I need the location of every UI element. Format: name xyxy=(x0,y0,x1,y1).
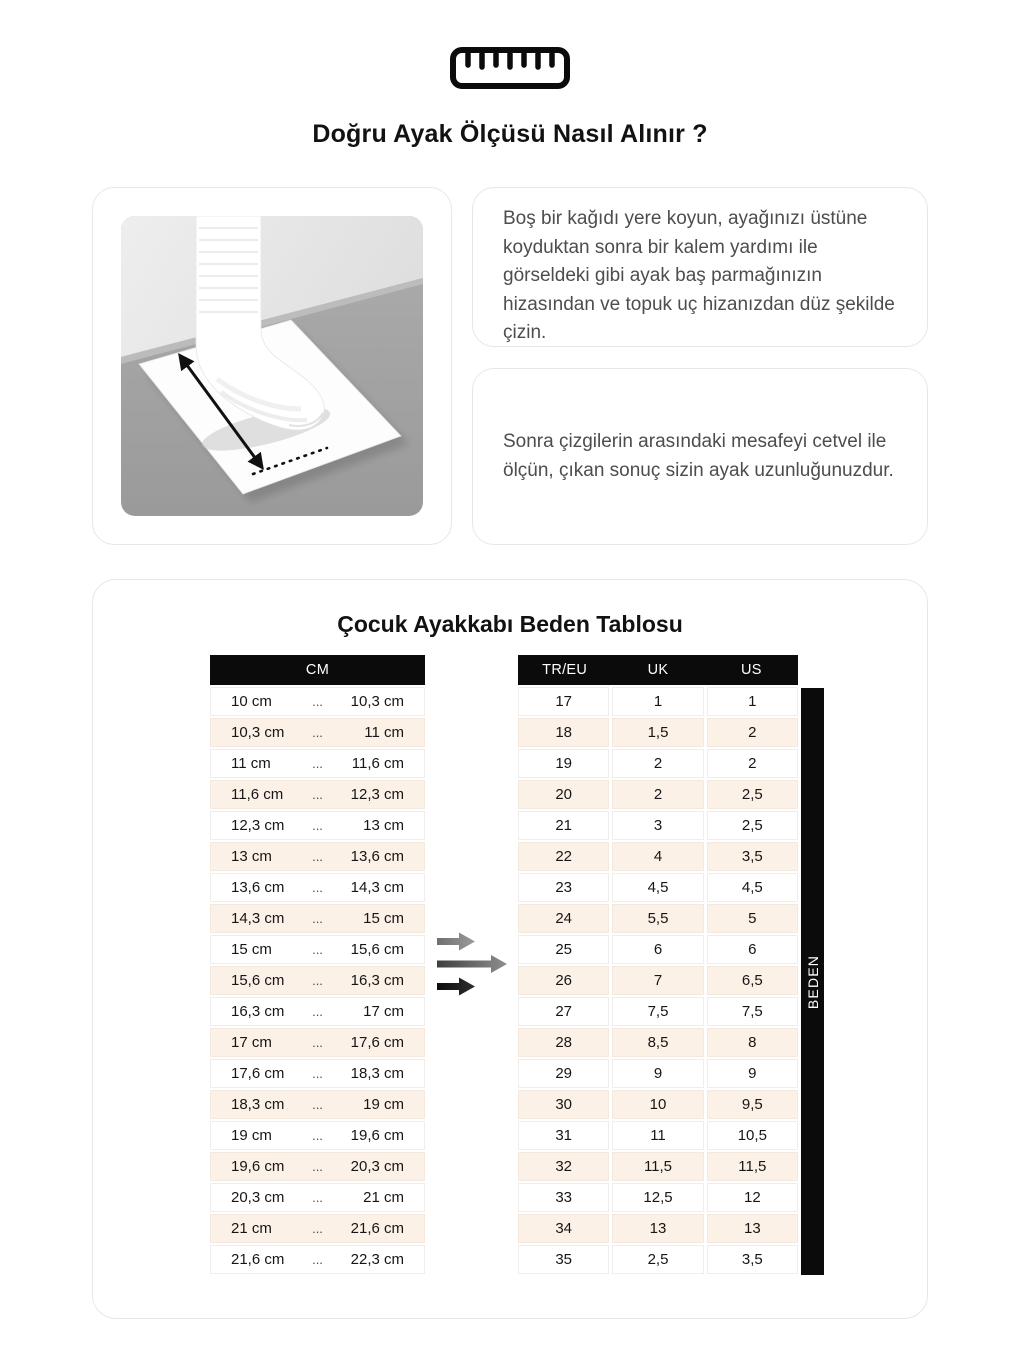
cm-range-dots: ... xyxy=(312,725,323,740)
cm-range-min: 16,3 cm xyxy=(231,1003,285,1020)
size-cell-us: 3,5 xyxy=(707,1245,798,1274)
cm-range-max: 17,6 cm xyxy=(350,1034,404,1051)
size-cell-uk: 6 xyxy=(612,935,703,964)
cm-range-min: 11 cm xyxy=(231,755,271,772)
instruction-step-1-text: Boş bir kağıdı yere koyun, ayağınızı üstüne koyduktan sonra bir kalem yardımı ile görseldeki gibi ayak baş parmağınızın hizasından ve topuk uç hizanızdan düz şekilde çizin. xyxy=(503,208,895,343)
instruction-step-1-card xyxy=(472,187,928,347)
size-cell-uk: 8,5 xyxy=(612,1028,703,1057)
cm-table-row xyxy=(210,687,425,716)
size-cell-uk: 2,5 xyxy=(612,1245,703,1274)
cm-range-dots: ... xyxy=(312,1221,323,1236)
size-cell-uk: 1 xyxy=(612,687,703,716)
cm-range-min: 21,6 cm xyxy=(231,1251,285,1268)
size-table-row xyxy=(518,966,798,995)
size-table-row xyxy=(518,1214,798,1243)
size-cell-tr-eu: 25 xyxy=(518,935,609,964)
page-title: Doğru Ayak Ölçüsü Nasıl Alınır ? xyxy=(312,120,708,148)
cm-range-dots: ... xyxy=(312,1035,323,1050)
cm-table-row xyxy=(210,935,425,964)
cm-range-max: 22,3 cm xyxy=(350,1251,404,1268)
cm-range-max: 16,3 cm xyxy=(350,972,404,989)
cm-range-max: 13,6 cm xyxy=(350,848,404,865)
size-cell-tr-eu: 31 xyxy=(518,1121,609,1150)
cm-table-row xyxy=(210,1121,425,1150)
size-cell-tr-eu: 17 xyxy=(518,687,609,716)
size-table-row xyxy=(518,811,798,840)
size-cell-tr-eu: 19 xyxy=(518,749,609,778)
cm-range-max: 11 cm xyxy=(364,724,404,741)
cm-range-min: 19,6 cm xyxy=(231,1158,285,1175)
size-cell-tr-eu: 28 xyxy=(518,1028,609,1057)
size-cell-us: 11,5 xyxy=(707,1152,798,1181)
instruction-cards xyxy=(472,187,928,545)
instruction-step-2-card xyxy=(472,368,928,545)
header-uk: UK xyxy=(647,662,669,678)
cm-range-min: 21 cm xyxy=(231,1220,272,1237)
size-cell-tr-eu: 33 xyxy=(518,1183,609,1212)
size-cell-uk: 11 xyxy=(612,1121,703,1150)
cm-table-row xyxy=(210,966,425,995)
cm-range-dots: ... xyxy=(312,1159,323,1174)
cm-range-min: 13,6 cm xyxy=(231,879,285,896)
cm-range-min: 14,3 cm xyxy=(231,910,285,927)
size-cell-uk: 7,5 xyxy=(612,997,703,1026)
cm-table-row xyxy=(210,780,425,809)
size-conversion-table xyxy=(518,655,798,1274)
cm-table-row xyxy=(210,1245,425,1274)
size-table-row xyxy=(518,904,798,933)
size-cell-uk: 11,5 xyxy=(612,1152,703,1181)
size-table-row xyxy=(518,842,798,871)
cm-range-dots: ... xyxy=(312,1252,323,1267)
cm-range-dots: ... xyxy=(312,1190,323,1205)
ruler-icon xyxy=(0,46,1020,90)
cm-range-dots: ... xyxy=(312,1097,323,1112)
cm-range-max: 15,6 cm xyxy=(350,941,404,958)
cm-range-min: 19 cm xyxy=(231,1127,272,1144)
cm-table-row xyxy=(210,811,425,840)
size-table-row xyxy=(518,935,798,964)
size-cell-us: 4,5 xyxy=(707,873,798,902)
cm-range-dots: ... xyxy=(312,694,323,709)
size-cell-uk: 3 xyxy=(612,811,703,840)
header-us: US xyxy=(740,662,762,678)
cm-table-body xyxy=(210,687,425,1274)
size-table-row xyxy=(518,873,798,902)
size-cell-tr-eu: 22 xyxy=(518,842,609,871)
cm-table-row xyxy=(210,718,425,747)
cm-range-max: 12,3 cm xyxy=(350,786,404,803)
measurement-instructions-section xyxy=(92,187,928,545)
cm-range-max: 19 cm xyxy=(363,1096,404,1113)
size-cell-uk: 2 xyxy=(612,780,703,809)
foot-on-paper-illustration xyxy=(121,216,423,516)
size-cell-uk: 10 xyxy=(612,1090,703,1119)
cm-table-row xyxy=(210,873,425,902)
size-cell-tr-eu: 20 xyxy=(518,780,609,809)
size-table-row xyxy=(518,718,798,747)
size-cell-uk: 5,5 xyxy=(612,904,703,933)
size-cell-us: 6 xyxy=(707,935,798,964)
cm-range-dots: ... xyxy=(312,756,323,771)
cm-table-header: CM xyxy=(210,655,425,685)
size-cell-us: 12 xyxy=(707,1183,798,1212)
cm-table-row xyxy=(210,1214,425,1243)
size-cell-us: 2 xyxy=(707,718,798,747)
size-table-row xyxy=(518,780,798,809)
size-cell-tr-eu: 35 xyxy=(518,1245,609,1274)
cm-range-dots: ... xyxy=(312,973,323,988)
size-cell-us: 6,5 xyxy=(707,966,798,995)
page-header xyxy=(0,0,1020,149)
size-cell-tr-eu: 23 xyxy=(518,873,609,902)
cm-range-max: 18,3 cm xyxy=(350,1065,404,1082)
cm-range-min: 15 cm xyxy=(231,941,272,958)
cm-range-min: 12,3 cm xyxy=(231,817,285,834)
cm-table-row xyxy=(210,1183,425,1212)
cm-table-row xyxy=(210,842,425,871)
size-table-row xyxy=(518,1183,798,1212)
cm-table-row xyxy=(210,1059,425,1088)
cm-range-max: 19,6 cm xyxy=(350,1127,404,1144)
size-cell-us: 7,5 xyxy=(707,997,798,1026)
size-table-section xyxy=(92,579,928,1319)
cm-table-row xyxy=(210,997,425,1026)
size-table-header xyxy=(518,655,798,685)
size-cell-tr-eu: 26 xyxy=(518,966,609,995)
header-tr-eu: TR/EU xyxy=(542,662,588,678)
cm-range-max: 20,3 cm xyxy=(350,1158,404,1175)
cm-range-min: 13 cm xyxy=(231,848,272,865)
size-cell-us: 2,5 xyxy=(707,780,798,809)
cm-range-max: 11,6 cm xyxy=(351,755,404,772)
cm-range-max: 15 cm xyxy=(363,910,404,927)
size-cell-tr-eu: 24 xyxy=(518,904,609,933)
cm-range-dots: ... xyxy=(312,849,323,864)
size-table-row xyxy=(518,1121,798,1150)
size-cell-us: 8 xyxy=(707,1028,798,1057)
cm-range-max: 13 cm xyxy=(363,817,404,834)
size-table-row xyxy=(518,1152,798,1181)
size-table-row xyxy=(518,1028,798,1057)
size-cell-tr-eu: 30 xyxy=(518,1090,609,1119)
size-cell-us: 2,5 xyxy=(707,811,798,840)
size-cell-us: 5 xyxy=(707,904,798,933)
size-tables-row xyxy=(93,655,927,1275)
size-cell-uk: 9 xyxy=(612,1059,703,1088)
cm-range-min: 10,3 cm xyxy=(231,724,285,741)
size-cell-us: 2 xyxy=(707,749,798,778)
size-cell-tr-eu: 34 xyxy=(518,1214,609,1243)
cm-range-min: 10 cm xyxy=(231,693,272,710)
size-cell-tr-eu: 29 xyxy=(518,1059,609,1088)
cm-range-dots: ... xyxy=(312,880,323,895)
size-cell-tr-eu: 27 xyxy=(518,997,609,1026)
size-cell-us: 9 xyxy=(707,1059,798,1088)
cm-range-dots: ... xyxy=(312,1004,323,1019)
cm-table-row xyxy=(210,1090,425,1119)
beden-side-bar xyxy=(801,688,824,1275)
size-table-body xyxy=(518,687,798,1274)
size-cell-uk: 1,5 xyxy=(612,718,703,747)
cm-range-dots: ... xyxy=(312,1128,323,1143)
beden-label: BEDEN xyxy=(804,954,821,1009)
size-table-row xyxy=(518,1059,798,1088)
cm-range-min: 18,3 cm xyxy=(231,1096,285,1113)
size-cell-us: 1 xyxy=(707,687,798,716)
cm-range-table xyxy=(210,655,425,1274)
cm-range-min: 11,6 cm xyxy=(231,786,284,803)
cm-table-row xyxy=(210,1152,425,1181)
cm-range-max: 17 cm xyxy=(363,1003,404,1020)
size-table-row xyxy=(518,687,798,716)
cm-range-max: 21,6 cm xyxy=(350,1220,404,1237)
size-cell-us: 10,5 xyxy=(707,1121,798,1150)
size-cell-tr-eu: 32 xyxy=(518,1152,609,1181)
cm-range-dots: ... xyxy=(312,1066,323,1081)
instruction-step-2-text: Sonra çizgilerin arasındaki mesafeyi cetvel ile ölçün, çıkan sonuç sizin ayak uzunluğunuzdur. xyxy=(503,431,894,481)
cm-range-max: 14,3 cm xyxy=(350,879,404,896)
size-cell-us: 9,5 xyxy=(707,1090,798,1119)
size-cell-uk: 13 xyxy=(612,1214,703,1243)
cm-range-max: 21 cm xyxy=(363,1189,404,1206)
cm-range-max: 10,3 cm xyxy=(350,693,404,710)
cm-range-dots: ... xyxy=(312,942,323,957)
cm-table-row xyxy=(210,749,425,778)
cm-range-min: 17 cm xyxy=(231,1034,272,1051)
size-cell-uk: 2 xyxy=(612,749,703,778)
cm-range-dots: ... xyxy=(312,818,323,833)
cm-table-row xyxy=(210,904,425,933)
cm-range-min: 17,6 cm xyxy=(231,1065,285,1082)
size-cell-uk: 4 xyxy=(612,842,703,871)
foot-photo-card xyxy=(92,187,452,545)
size-cell-us: 3,5 xyxy=(707,842,798,871)
size-table-row xyxy=(518,1245,798,1274)
conversion-arrows-icon xyxy=(425,655,518,1273)
cm-range-min: 20,3 cm xyxy=(231,1189,285,1206)
size-table-row xyxy=(518,997,798,1026)
size-table-row xyxy=(518,1090,798,1119)
size-cell-uk: 12,5 xyxy=(612,1183,703,1212)
size-table-title: Çocuk Ayakkabı Beden Tablosu xyxy=(337,611,683,637)
size-cell-uk: 4,5 xyxy=(612,873,703,902)
size-cell-tr-eu: 18 xyxy=(518,718,609,747)
size-cell-us: 13 xyxy=(707,1214,798,1243)
cm-range-min: 15,6 cm xyxy=(231,972,285,989)
size-cell-tr-eu: 21 xyxy=(518,811,609,840)
cm-range-dots: ... xyxy=(312,787,323,802)
cm-range-dots: ... xyxy=(312,911,323,926)
size-table-row xyxy=(518,749,798,778)
size-cell-uk: 7 xyxy=(612,966,703,995)
cm-table-row xyxy=(210,1028,425,1057)
